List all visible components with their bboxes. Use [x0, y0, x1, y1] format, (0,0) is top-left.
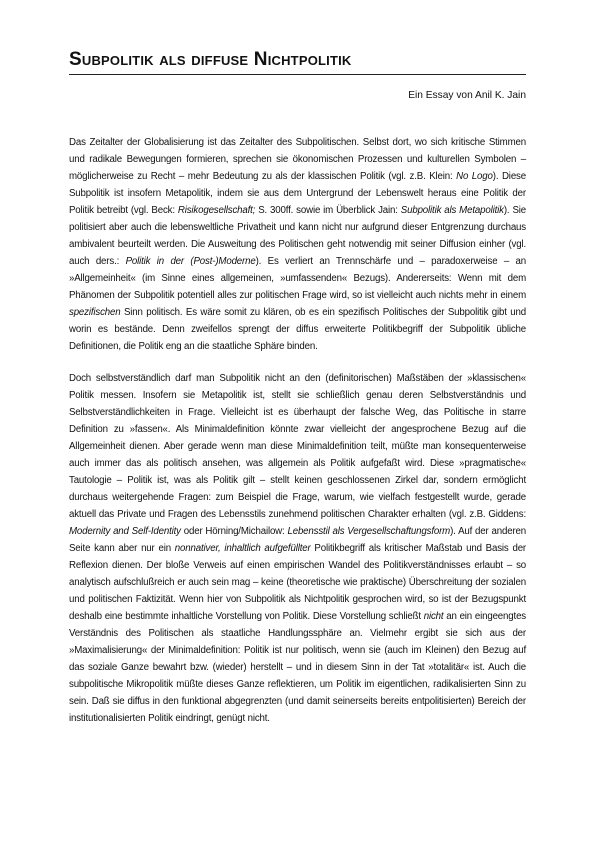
essay-body — [69, 134, 526, 742]
text-run: S. 300ff. sowie im Überblick Jain: — [255, 205, 401, 216]
body-paragraph — [69, 134, 526, 355]
text-run: ). Diese Subpolitik ist insofern Metapolitik, indem sie aus dem Untergrund der Lebenswelt heraus eine Politik der Politik betreibt (vgl. Beck: — [69, 171, 526, 216]
text-run: Das Zeitalter der Globalisierung ist das Zeitalter des Subpolitischen. Selbst dort, wo sich kritische Stimmen und radikale Bewegungen formieren, sprechen sie ökonomischen Prozessen und kulturellen Symbolen – möglicherweise zu Recht – mehr Bedeutung zu als der klassischen Politik (vgl. z.B. Klein: — [69, 137, 526, 182]
text-run: ). Es verliert an Trennschärfe und – paradoxerweise – an »Allgemeinheit« (im Sinne eines allgemeinen, »umfassenden« Bezugs). Andererseits: Wenn mit dem Phänomen der Subpolitik potentiell alles zur politischen Frage wird, so ist vielleicht auch nichts mehr in einem — [69, 256, 526, 301]
text-run: an ein eingeengtes Verständnis des Politischen als staatliche Handlungssphäre an. Vielmehr ergibt sie sich aus der »Maximalisierung« der Minimaldefinition: Politik ist nur politisch, wenn sie (auch im Kleinen) den Bezug auf das soziale Ganze bewahrt bzw. (wieder) herstellt – und in diesem Sinn in der Tat »totalitär« ist. Auch die subpolitische Mikropolitik müßte dieses Ganze reflektieren, um Politik im eigentlichen, radikalisierten Sinn zu sein. Daß sie diffus in den funktional abgegrenzten (und damit seinerseits bereits entpolitisierten) Bereich der institutionalisierten Politik eindringt, genügt nicht. — [69, 611, 526, 724]
text-run: ). Auf der anderen Seite kann aber nur ein — [69, 526, 526, 554]
text-run: Politikbegriff als kritischer Maßstab und Basis der Reflexion dienen. Der bloße Verweis auf einen empirischen Wandel des Politikverständnisses erlaubt – so analytisch aufschlußreich er auch sein mag – keine (theoretische wie praktische) Überschreitung der sozialen und politischen Faktizität. Wenn hier von Subpolitik als Nichtpolitik gesprochen wird, so ist der Bezugspunkt deshalb eine bestimmte inhaltliche Vorstellung von Politik. Diese Vorstellung schließt — [69, 543, 527, 622]
italic-citation: No Logo — [456, 171, 493, 182]
italic-citation: Lebensstil als Vergesellschaftungsform — [287, 526, 451, 537]
body-paragraph — [69, 370, 526, 727]
italic-citation: Subpolitik als Metapolitik — [400, 205, 504, 216]
italic-citation: Politik in der (Post-)Moderne — [125, 256, 256, 267]
italic-citation: nicht — [423, 611, 444, 622]
text-run: oder Hörning/Michailow: — [180, 526, 288, 537]
byline: Ein Essay von Anil K. Jain — [408, 90, 526, 101]
text-run: Doch selbstverständlich darf man Subpolitik nicht an den (definitorischen) Maßstäben der »klassischen« Politik messen. Insofern sie Metapolitik ist, stellt sie schließlich genau deren Selbstverständnis und Selbstverständlichkeiten in Frage. Vielleicht ist es überhaupt der falsche Weg, das Politische in starre Definition zu »fassen«. Als Minimaldefinition könnte zwar vielleicht der angesprochene Bezug auf die Allgemeinheit dienen. Aber gerade wenn man diese Minimaldefinition teilt, müßte man konsequenterweise auch immer das als politisch ansehen, was allgemein als Politik aufgefaßt wird. Diese »pragmatische« Tautologie – Politik ist, was als Politik gilt – stellt keinen geschlossenen Zirkel dar, sondern ermöglicht durchaus weitergehende Fragen: zum Beispiel die Frage, warum, wie vielfach festgestellt wurde, gerade aktuell das Private und Fragen des Lebensstils zunehmend politischen Charakter erhalten (vgl. z.B. Giddens: — [69, 373, 526, 520]
italic-citation: nonnativer, inhaltlich aufgefüllter — [174, 543, 311, 554]
italic-citation: Modernity and Self-Identity — [69, 526, 181, 537]
text-run: ). Sie politisiert aber auch die lebensweltliche Privatheit und kann nicht nur aufgrund dieser Entgrenzung durchaus ambivalent beurteilt werden. Die Ausweitung des Politischen geht notwendig mit seiner Diffusion einher (vgl. auch ders.: — [69, 205, 526, 267]
text-run: Sinn politisch. Es wäre somit zu klären, ob es ein spezifisch Politisches der Subpolitik gibt und worin es bestände. Denn zweifellos sprengt der diffus erweiterte Politikbegriff der Subpolitik übliche Definitionen, die Politik eng an die staatliche Sphäre binden. — [69, 307, 526, 352]
page-title: Subpolitik als diffuse Nichtpolitik — [69, 48, 526, 75]
italic-citation: spezifischen — [69, 307, 121, 318]
italic-citation: Risikogesellschaft; — [177, 205, 256, 216]
